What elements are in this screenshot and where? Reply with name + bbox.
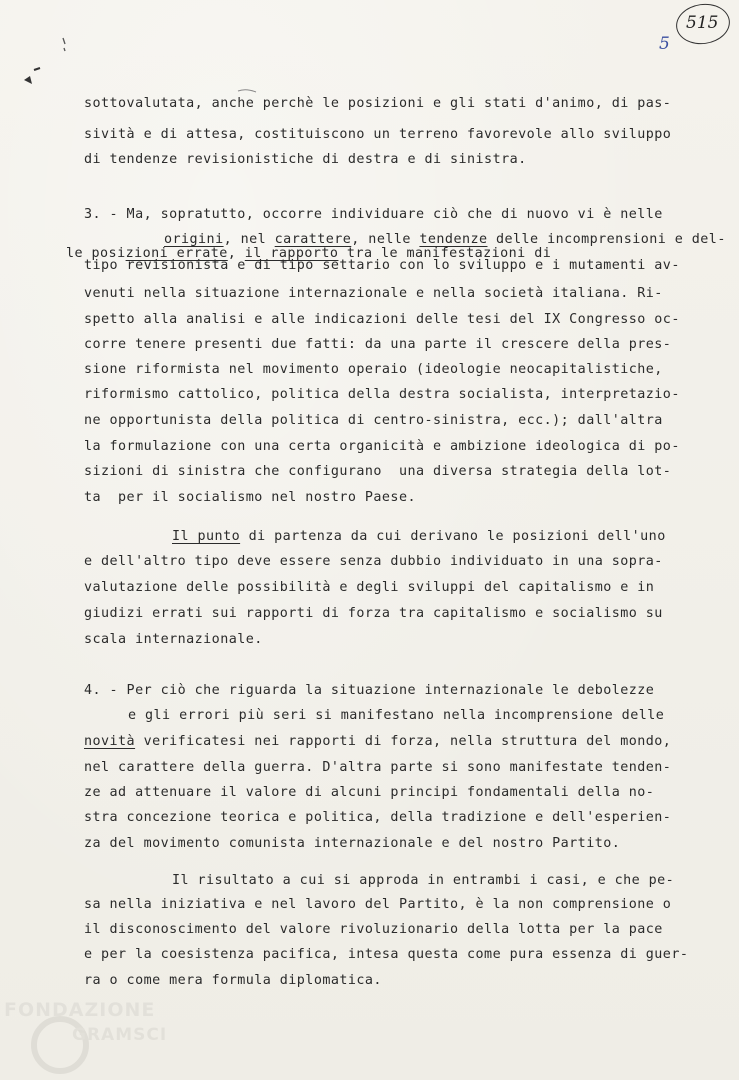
- pin-mark-icon: [58, 34, 72, 54]
- text-line: la formulazione con una certa organicità e ambizione ideologica di po-: [84, 439, 680, 454]
- text-line: Il risultato a cui si approda in entrambi i casi, e che pe-: [172, 873, 675, 888]
- text-line: e per la coesistenza pacifica, intesa questa come pura essenza di guer-: [84, 947, 689, 962]
- watermark-line-1: FONDAZIONE: [4, 999, 156, 1021]
- folio-number: 515: [686, 13, 719, 33]
- text-line: e dell'altro tipo deve essere senza dubbio individuato in una sopra-: [84, 554, 663, 569]
- text-line: ra o come mera formula diplomatica.: [84, 973, 382, 988]
- watermark-logo-icon: [30, 1015, 90, 1075]
- text-line: il disconoscimento del valore rivoluzionario della lotta per la pace: [84, 922, 663, 937]
- underlined-word: carattere: [274, 232, 352, 247]
- text-line: stra concezione teorica e politica, della tradizione e dell'esperien-: [84, 810, 672, 825]
- text-span: di partenza da cui derivano le posizioni dell'uno: [240, 529, 666, 544]
- text-line: za del movimento comunista internazionale e del nostro Partito.: [84, 836, 621, 851]
- text-span: , nelle: [351, 232, 420, 247]
- text-line: ta per il socialismo nel nostro Paese.: [84, 490, 416, 505]
- text-line: nel carattere della guerra. D'altra parte si sono manifestate tenden-: [84, 760, 672, 775]
- archive-watermark: [4, 995, 184, 1075]
- text-span: ,: [227, 246, 245, 261]
- staple-mark-icon: [20, 62, 50, 92]
- text-line: riformismo cattolico, politica della destra socialista, interpretazio-: [84, 387, 680, 402]
- text-span: , nel: [223, 232, 275, 247]
- text-line: ne opportunista della politica di centro-sinistra, ecc.); dall'altra: [84, 413, 663, 428]
- text-line: [84, 734, 671, 750]
- underlined-word: novità: [84, 734, 136, 749]
- text-line: sa nella iniziativa e nel lavoro del Partito, è la non comprensione o: [84, 897, 672, 912]
- text-span: le posi: [66, 246, 126, 261]
- text-line: spetto alla analisi e alle indicazioni delle tesi del IX Congresso oc-: [84, 312, 680, 327]
- text-line: di tendenze revisionistiche di destra e di sinistra.: [84, 152, 527, 167]
- text-line: sottovalutata, anche perchè le posizioni e gli stati d'animo, di pas-: [84, 96, 672, 111]
- text-span: tra le manifestazioni di: [338, 246, 552, 261]
- section-4-heading-line: 4. - Per ciò che riguarda la situazione internazionale le debolezze: [84, 683, 655, 698]
- smudge-mark-icon: [236, 86, 260, 96]
- underlined-word: zioni errate: [125, 246, 228, 261]
- page-number: 5: [659, 34, 670, 54]
- section-3-heading-line: 3. - Ma, sopratutto, occorre individuare ciò che di nuovo vi è nelle: [84, 207, 663, 222]
- text-line: ze ad attenuare il valore di alcuni principi fondamentali della no-: [84, 785, 655, 800]
- underlined-word: il rapporto: [244, 246, 339, 261]
- text-span: verificatesi nei rapporti di forza, nella struttura del mondo,: [135, 734, 672, 749]
- text-span: delle incomprensioni e del-: [487, 232, 726, 247]
- text-line: scala internazionale.: [84, 632, 263, 647]
- underlined-word: Il punto: [172, 529, 241, 544]
- text-line: sizioni di sinistra che configurano una diversa strategia della lot-: [84, 464, 672, 479]
- watermark-line-2: GRAMSCI: [72, 1025, 168, 1045]
- text-line: sione riformista nel movimento operaio (ideologie neocapitalistiche,: [84, 362, 663, 377]
- text-line: corre tenere presenti due fatti: da una parte il crescere della pres-: [84, 337, 672, 352]
- text-line: e gli errori più seri si manifestano nella incomprensione delle: [128, 708, 665, 723]
- text-line: [172, 529, 666, 545]
- text-line: giudizi errati sui rapporti di forza tra capitalismo e socialismo su: [84, 606, 663, 621]
- text-line: sività e di attesa, costituiscono un terreno favorevole allo sviluppo: [84, 127, 672, 142]
- underlined-word: origini: [164, 232, 224, 247]
- underlined-word: tendenze: [419, 232, 488, 247]
- text-line: valutazione delle possibilità e degli sviluppi del capitalismo e in: [84, 580, 655, 595]
- text-line: venuti nella situazione internazionale e nella società italiana. Ri-: [84, 286, 663, 301]
- text-line: tipo revisionista e di tipo settario con lo sviluppo e i mutamenti av-: [84, 258, 680, 273]
